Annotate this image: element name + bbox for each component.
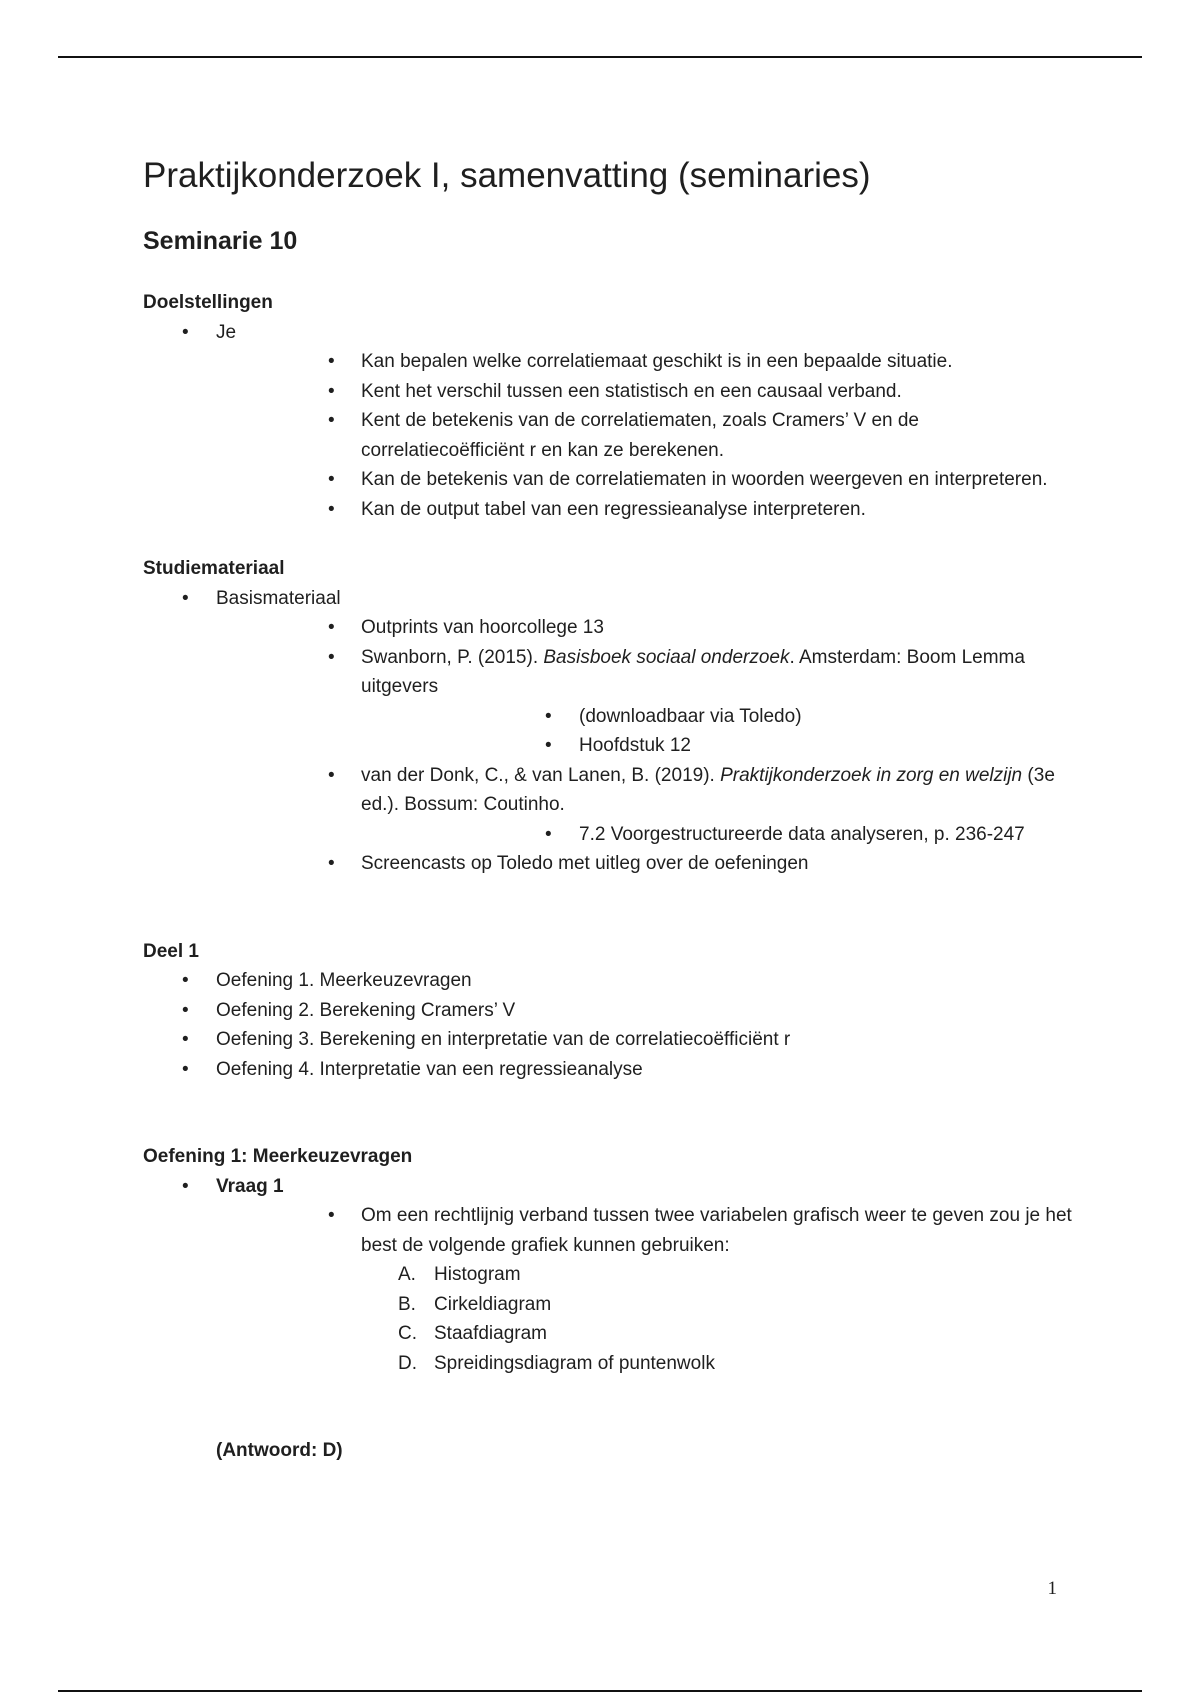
answer-option: C. Staafdiagram xyxy=(398,1323,548,1344)
list-item: • Kan bepalen welke correlatiemaat geschikt is in een bepaalde situatie. xyxy=(216,347,1073,377)
document-title: Praktijkonderzoek I, samenvatting (seminaries) xyxy=(143,156,871,195)
list-item: • Oefening 1. Meerkeuzevragen xyxy=(143,966,1073,996)
section-heading-oefening1: Oefening 1: Meerkeuzevragen xyxy=(143,1146,413,1167)
section-heading-deel1: Deel 1 xyxy=(143,940,199,962)
list-item: • Outprints van hoorcollege 13 xyxy=(216,613,1073,643)
answer-options xyxy=(216,1260,1073,1378)
list-item: • Kent de betekenis van de correlatiematen, zoals Cramers’ V en de correlatiecoëfficiënt r en kan ze berekenen. xyxy=(216,406,1073,465)
header-rule xyxy=(58,56,1142,58)
list-item: • Oefening 2. Berekening Cramers’ V xyxy=(143,996,1073,1026)
doelstellingen-list xyxy=(143,318,1073,525)
studiemateriaal-list xyxy=(143,584,1073,879)
reference-swanborn: • Swanborn, P. (2015). Basisboek sociaal onderzoek. Amsterdam: Boom Lemma uitgevers • (downloadbaar via Toledo) • Hoofdstuk 12 xyxy=(216,643,1073,761)
list-item: • Basismateriaal • Outprints van hoorcollege 13 • Swanborn, P. (2015). Basisboek sociaal onderzoek. Amsterdam: Boom Lemma uitgevers • (downloadbaar via Toledo) • Hoofdstuk 12 • van der Donk, C., & van Lanen, B. (2019). Praktijkonderzoek in zorg en welzijn (3e ed.). Bossum: Coutinho. • 7.2 Voorgestructureerde data analyseren, p. 236-247 • Screencasts op Toledo met uitleg over de oefeningen xyxy=(143,584,1073,879)
list-item: • Kan de betekenis van de correlatiematen in woorden weergeven en interpreteren. xyxy=(216,465,1073,495)
list-item: • Screencasts op Toledo met uitleg over de oefeningen xyxy=(216,849,1073,879)
deel1-list xyxy=(143,966,1073,1084)
reference-vanderdonk: • van der Donk, C., & van Lanen, B. (2019). Praktijkonderzoek in zorg en welzijn (3e ed.). Bossum: Coutinho. • 7.2 Voorgestructureerde data analyseren, p. 236-247 xyxy=(216,761,1073,850)
list-item: • (downloadbaar via Toledo) xyxy=(361,702,1073,732)
section-heading-doelstellingen: Doelstellingen xyxy=(143,292,273,313)
list-item: • Je • Kan bepalen welke correlatiemaat geschikt is in een bepaalde situatie. • Kent het verschil tussen een statistisch en een causaal verband. • Kent de betekenis van de correlatiematen, zoals Cramers’ V en de correlatiecoëfficiënt r en kan ze berekenen. • Kan de betekenis van de correlatiematen in woorden weergeven en interpreteren. • Kan de output tabel van een regressieanalyse interpreteren. xyxy=(143,318,1073,525)
answer-option: D. Spreidingsdiagram of puntenwolk xyxy=(398,1352,715,1374)
list-item: • Hoofdstuk 12 xyxy=(361,731,1073,761)
answer-text: (Antwoord: D) xyxy=(216,1440,343,1461)
list-item: • Oefening 3. Berekening en interpretatie van de correlatiecoëfficiënt r xyxy=(143,1025,1073,1055)
vraag-label: Vraag 1 xyxy=(216,1175,284,1197)
page-content xyxy=(143,150,1073,1466)
section-heading-studiemateriaal: Studiemateriaal xyxy=(143,558,285,579)
list-item: • Kent het verschil tussen een statistisch en een causaal verband. xyxy=(216,377,1073,407)
seminar-heading: Seminarie 10 xyxy=(143,227,298,255)
list-item: • Oefening 4. Interpretatie van een regressieanalyse xyxy=(143,1055,1073,1085)
list-item xyxy=(143,1172,1073,1379)
question-text: • Om een rechtlijnig verband tussen twee variabelen grafisch weer te geven zou je het best de volgende grafiek kunnen gebruiken: xyxy=(216,1201,1073,1260)
page-number: 1 xyxy=(1047,1578,1057,1599)
footer-rule xyxy=(58,1690,1142,1692)
list-item: • 7.2 Voorgestructureerde data analyseren, p. 236-247 xyxy=(361,820,1073,850)
oefening1-list xyxy=(143,1172,1073,1379)
answer-option: B. Cirkeldiagram xyxy=(398,1293,552,1315)
list-item: • Kan de output tabel van een regressieanalyse interpreteren. xyxy=(216,495,1073,525)
answer-option: A. Histogram xyxy=(398,1264,521,1285)
